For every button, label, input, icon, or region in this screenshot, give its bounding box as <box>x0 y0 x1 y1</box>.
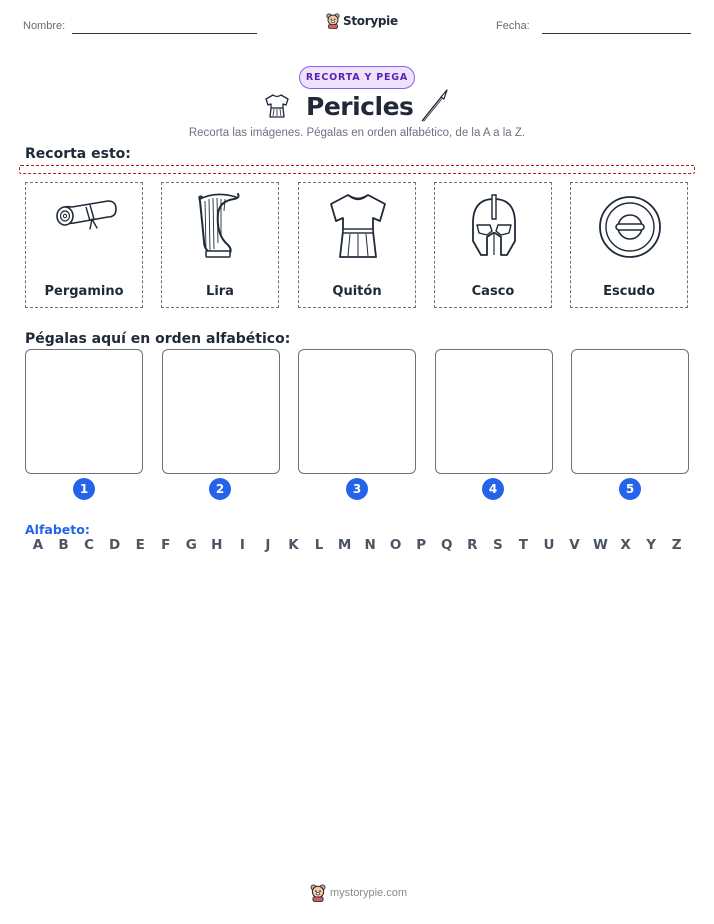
alphabet-letter: D <box>109 537 121 553</box>
tunic-icon <box>263 92 291 120</box>
activity-badge: RECORTA Y PEGA <box>299 66 415 89</box>
alphabet-letter: H <box>211 537 223 553</box>
alphabet-letter: I <box>239 537 245 553</box>
alphabet-letter: O <box>389 537 402 553</box>
alphabet-letter: Z <box>671 537 682 553</box>
alphabet-letter: K <box>288 537 299 553</box>
page-title: Pericles <box>306 92 414 121</box>
number-badge-1: 1 <box>73 478 95 500</box>
instructions: Recorta las imágenes. Pégalas en orden alfabético, de la A a la Z. <box>188 127 526 139</box>
paste-box-3[interactable] <box>298 349 416 474</box>
date-label: Fecha: <box>496 20 530 32</box>
card-label: Casco <box>471 284 515 299</box>
number-badge-3: 3 <box>346 478 368 500</box>
alphabet-letter: S <box>492 537 503 553</box>
bear-icon <box>326 13 340 29</box>
scroll-icon <box>50 191 120 251</box>
name-label: Nombre: <box>23 20 66 32</box>
alphabet-letter: W <box>593 537 608 553</box>
alphabet-letter: P <box>416 537 427 553</box>
alphabet-letter: R <box>467 537 478 553</box>
alphabet-letter: F <box>161 537 171 553</box>
tunic-icon <box>323 191 393 263</box>
cut-section-title: Recorta esto: <box>25 146 131 162</box>
alphabet-letter: X <box>620 537 631 553</box>
paste-box-5[interactable] <box>571 349 689 474</box>
bear-icon <box>310 884 326 902</box>
spear-icon <box>418 88 450 124</box>
name-line[interactable] <box>72 33 257 34</box>
footer <box>310 884 407 902</box>
card-label: Pergamino <box>44 284 124 299</box>
alphabet-letter: E <box>135 537 145 553</box>
alphabet-letter: T <box>518 537 528 553</box>
brand-logo <box>326 13 398 29</box>
alphabet-letter: B <box>58 537 69 553</box>
number-badge-4: 4 <box>482 478 504 500</box>
alphabet-letter: C <box>84 537 95 553</box>
card-label: Lira <box>206 284 234 299</box>
lyre-icon <box>186 191 256 263</box>
alphabet-letter: U <box>543 537 555 553</box>
alphabet-letter: A <box>32 537 44 553</box>
cut-card-pergamino[interactable] <box>25 182 143 308</box>
cut-card-casco[interactable] <box>434 182 552 308</box>
paste-box-2[interactable] <box>162 349 280 474</box>
number-badge-5: 5 <box>619 478 641 500</box>
paste-box-1[interactable] <box>25 349 143 474</box>
alphabet-letter: Q <box>441 537 453 553</box>
brand-name: Storypie <box>343 14 398 28</box>
card-label: Quitón <box>332 284 382 299</box>
alphabet-letter: V <box>569 537 580 553</box>
alphabet-row <box>25 537 689 553</box>
alphabet-letter: N <box>364 537 376 553</box>
paste-box-4[interactable] <box>435 349 553 474</box>
helmet-icon <box>459 191 529 263</box>
paste-section-title: Pégalas aquí en orden alfabético: <box>25 331 291 347</box>
shield-icon <box>595 191 665 263</box>
cut-line <box>19 165 695 174</box>
alphabet-letter: M <box>337 537 352 553</box>
alphabet-letter: L <box>314 537 324 553</box>
date-line[interactable] <box>542 33 691 34</box>
alphabet-letter: G <box>185 537 197 553</box>
alphabet-letter: Y <box>646 537 657 553</box>
cut-card-escudo[interactable] <box>570 182 688 308</box>
cut-card-quiton[interactable] <box>298 182 416 308</box>
footer-url[interactable]: mystorypie.com <box>330 887 408 899</box>
alphabet-title: Alfabeto: <box>25 522 90 537</box>
alphabet-letter: J <box>265 537 271 553</box>
card-label: Escudo <box>603 284 655 299</box>
cut-card-lira[interactable] <box>161 182 279 308</box>
number-badge-2: 2 <box>209 478 231 500</box>
